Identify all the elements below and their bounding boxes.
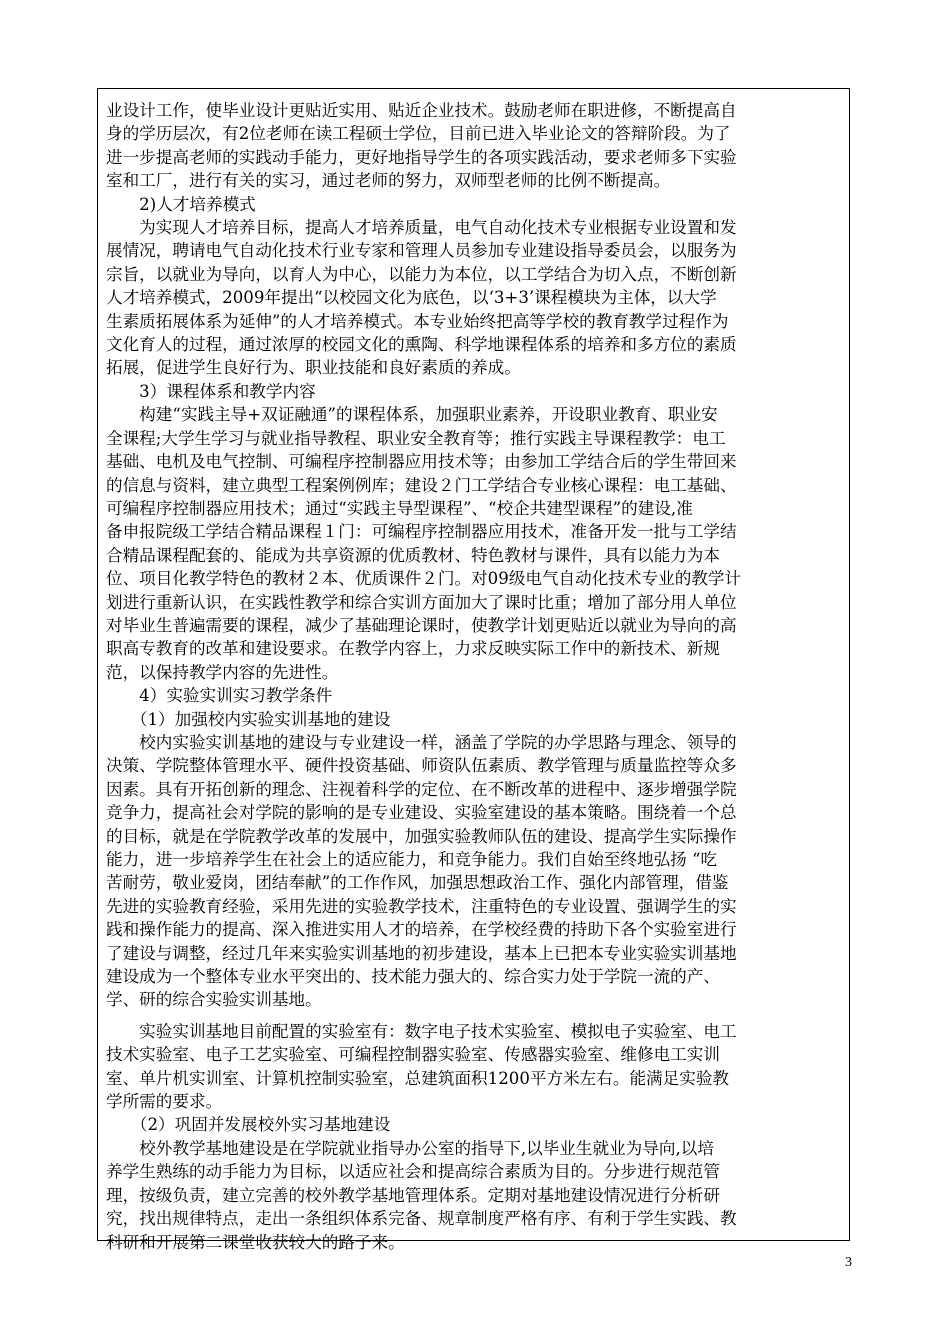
text-line: 学所需的要求。 xyxy=(106,1092,223,1112)
text-line: 的信息与资料，建立典型工程案例例库；建设２门工学结合专业核心课程：电工基础、 xyxy=(106,475,737,495)
page-number: 3 xyxy=(845,1255,852,1270)
text-line: 4）实验实训实习教学条件 xyxy=(106,686,333,706)
text-line: 划进行重新认识，在实践性教学和综合实训方面加大了课时比重；增加了部分用人单位 xyxy=(106,592,737,612)
text-line: 展情况，聘请电气自动化技术行业专家和管理人员参加专业建设指导委员会，以服务为 xyxy=(106,241,737,261)
text-line: 究，找出规律特点，走出一条组织体系完备、规章制度严格有序、有利于学生实践、教 xyxy=(106,1209,737,1229)
text-line: 身的学历层次，有2位老师在读工程硕士学位，目前已进入毕业论文的答辩阶段。为了 xyxy=(106,124,731,144)
text-line: 拓展，促进学生良好行为、职业技能和良好素质的养成。 xyxy=(106,358,521,378)
text-line: 竞争力，提高社会对学院的影响的是专业建设、实验室建设的基本策略。围绕着一个总 xyxy=(106,803,737,823)
content-frame xyxy=(97,88,850,1252)
text-line: 文化育人的过程，通过浓厚的校园文化的熏陶、科学地课程体系的培养和多方位的素质 xyxy=(106,335,737,355)
text-line: 全课程;大学生学习与就业指导教程、职业安全教育等；推行实践主导课程教学：电工 xyxy=(106,428,726,448)
text-line: 实验实训基地目前配置的实验室有：数字电子技术实验室、模拟电子实验室、电工 xyxy=(106,1021,737,1041)
text-line: 苦耐劳，敬业爱岗，团结奉献”的工作作风，加强思想政治工作、强化内部管理，借鉴 xyxy=(106,873,729,893)
text-line: 技术实验室、电子工艺实验室、可编程控制器实验室、传感器实验室、维修电工实训 xyxy=(106,1045,720,1065)
text-line: 范，以保持教学内容的先进性。 xyxy=(106,662,339,682)
text-line: 因素。具有开拓创新的理念、注视着科学的定位、在不断改革的进程中、逐步增强学院 xyxy=(106,779,737,799)
text-line: 合精品课程配套的、能成为共享资源的优质教材、特色教材与课件，具有以能力为本 xyxy=(106,545,720,565)
text-line: 践和操作能力的提高、深入推进实用人才的培养，在学校经费的持助下各个实验室进行 xyxy=(106,920,737,940)
text-line: 科研和开展第二课堂收获较大的路子来。 xyxy=(106,1232,405,1252)
text-line: 学、研的综合实验实训基地。 xyxy=(106,990,322,1010)
text-line: 生素质拓展体系为延伸”的人才培养模式。本专业始终把高等学校的教育教学过程作为 xyxy=(106,311,729,331)
text-line: 理，按级负责，建立完善的校外教学基地管理体系。定期对基地建设情况进行分析研 xyxy=(106,1185,720,1205)
text-line: 的目标，就是在学院教学改革的发展中，加强实验教师队伍的建设、提高学生实际操作 xyxy=(106,826,737,846)
text-line: 人才培养模式，2009年提出“以校园文化为底色，以‘3+3’课程模块为主体，以大学 xyxy=(106,288,717,308)
text-line: 为实现人才培养目标，提高人才培养质量，电气自动化技术专业根据专业设置和发 xyxy=(106,218,737,238)
text-line: 校外教学基地建设是在学院就业指导办公室的指导下,以毕业生就业为导向,以培 xyxy=(106,1138,714,1158)
text-line: 决策、学院整体管理水平、硬件投资基础、师资队伍素质、教学管理与质量监控等众多 xyxy=(106,756,737,776)
text-line: 宗旨，以就业为导向，以育人为中心，以能力为本位，以工学结合为切入点，不断创新 xyxy=(106,264,737,284)
text-line: 校内实验实训基地的建设与专业建设一样，涵盖了学院的办学思路与理念、领导的 xyxy=(106,732,737,752)
text-line: 了建设与调整，经过几年来实验实训基地的初步建设，基本上已把本专业实验实训基地 xyxy=(106,943,737,963)
text-line: （2）巩固并发展校外实习基地建设 xyxy=(106,1115,391,1135)
text-line: 构建“实践主导+双证融通”的课程体系，加强职业素养，开设职业教育、职业安 xyxy=(106,405,718,425)
text-line: 位、项目化教学特色的教材２本、优质课件２门。对09级电气自动化技术专业的教学计 xyxy=(106,569,742,589)
text-line: 备申报院级工学结合精品课程１门：可编程序控制器应用技术，准备开发一批与工学结 xyxy=(106,522,737,542)
text-line: （1）加强校内实验实训基地的建设 xyxy=(106,709,391,729)
text-line: 先进的实验教育经验，采用先进的实验教学技术，注重特色的专业设置、强调学生的实 xyxy=(106,896,737,916)
text-line: 对毕业生普遍需要的课程，减少了基础理论课时，使教学计划更贴近以就业为导向的高 xyxy=(106,615,737,635)
document-body xyxy=(106,99,841,1254)
text-line: 室和工厂，进行有关的实习，通过老师的努力，双师型老师的比例不断提高。 xyxy=(106,171,671,191)
text-line: 2)人才培养模式 xyxy=(106,194,256,214)
text-line: 建设成为一个整体专业水平突出的、技术能力强大的、综合实力处于学院一流的产、 xyxy=(106,967,720,987)
text-line: 职高专教育的改革和建设要求。在教学内容上，力求反映实际工作中的新技术、新规 xyxy=(106,639,720,659)
text-line: 进一步提高老师的实践动手能力，更好地指导学生的各项实践活动，要求老师多下实验 xyxy=(106,147,737,167)
text-line: 业设计工作，使毕业设计更贴近实用、贴近企业技术。鼓励老师在职进修，不断提高自 xyxy=(106,101,737,120)
text-line: 基础、电机及电气控制、可编程序控制器应用技术等；由参加工学结合后的学生带回来 xyxy=(106,452,737,472)
paragraph-gap xyxy=(106,1012,841,1020)
text-line: 能力，进一步培养学生在社会上的适应能力，和竞争能力。我们自始至终地弘扬 “吃 xyxy=(106,850,718,869)
text-line: 3）课程体系和教学内容 xyxy=(106,381,316,401)
text-line: 可编程序控制器应用技术；通过“实践主导型课程”、“校企共建型课程”的建设,准 xyxy=(106,498,693,518)
text-line: 室、单片机实训室、计算机控制实验室，总建筑面积1200平方米左右。能满足实验教 xyxy=(106,1068,730,1088)
text-line: 养学生熟练的动手能力为目标，以适应社会和提高综合素质为目的。分步进行规范管 xyxy=(106,1162,720,1182)
